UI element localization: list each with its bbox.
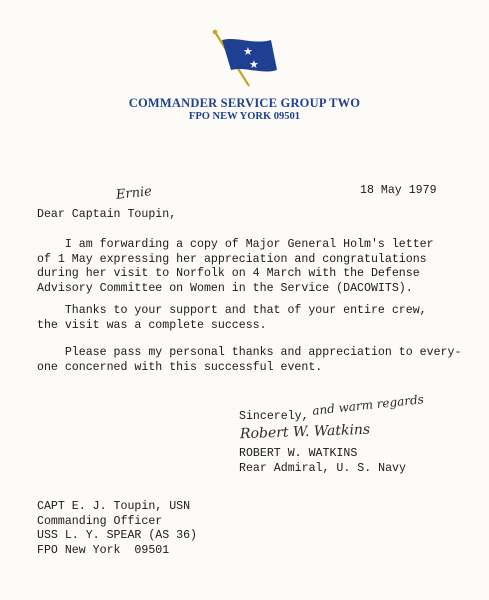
handwritten-regards: and warm regards — [311, 392, 425, 418]
letter-date: 18 May 1979 — [360, 184, 437, 197]
flag-star-lower: ★ — [249, 58, 259, 71]
recipient-line-3: USS L. Y. SPEAR (AS 36) — [37, 529, 198, 543]
recipient-line-2: Commanding Officer — [37, 514, 163, 528]
paragraph-1-line-4: Advisory Committee on Women in the Service (DACOWITS). — [37, 281, 413, 295]
paragraph-3-line-2: one concerned with this successful event. — [37, 360, 323, 374]
paragraph-3-line-1: Please pass my personal thanks and appreciation to every- — [37, 346, 462, 359]
recipient-line-1: CAPT E. J. Toupin, USN — [37, 500, 191, 513]
flag-emblem-icon — [205, 26, 285, 90]
paragraph-1-line-3: during her visit to Norfolk on 4 March with the Defense — [37, 267, 420, 281]
handwritten-first-name: Ernie — [115, 184, 153, 203]
letterhead-address: FPO NEW YORK 09501 — [188, 111, 301, 122]
salutation: Dear Captain Toupin, — [37, 208, 177, 221]
paragraph-2-line-1: Thanks to your support and that of your entire crew, — [37, 304, 427, 317]
closing-sincerely: Sincerely, — [239, 410, 309, 423]
flag-star-upper: ★ — [243, 45, 253, 58]
signer-name: ROBERT W. WATKINS — [239, 447, 358, 460]
paragraph-2-line-2: the visit was a complete success. — [37, 318, 267, 332]
recipient-line-4: FPO New York 09501 — [37, 543, 170, 557]
paragraph-1-line-2: of 1 May expressing her appreciation and congratulations — [37, 252, 427, 266]
letterhead-title: COMMANDER SERVICE GROUP TWO — [128, 96, 361, 110]
paragraph-1-line-1: I am forwarding a copy of Major General Holm's letter — [37, 238, 434, 251]
signature: Robert W. Watkins — [239, 421, 371, 443]
flag-finial — [213, 30, 218, 35]
signer-title: Rear Admiral, U. S. Navy — [239, 461, 406, 475]
